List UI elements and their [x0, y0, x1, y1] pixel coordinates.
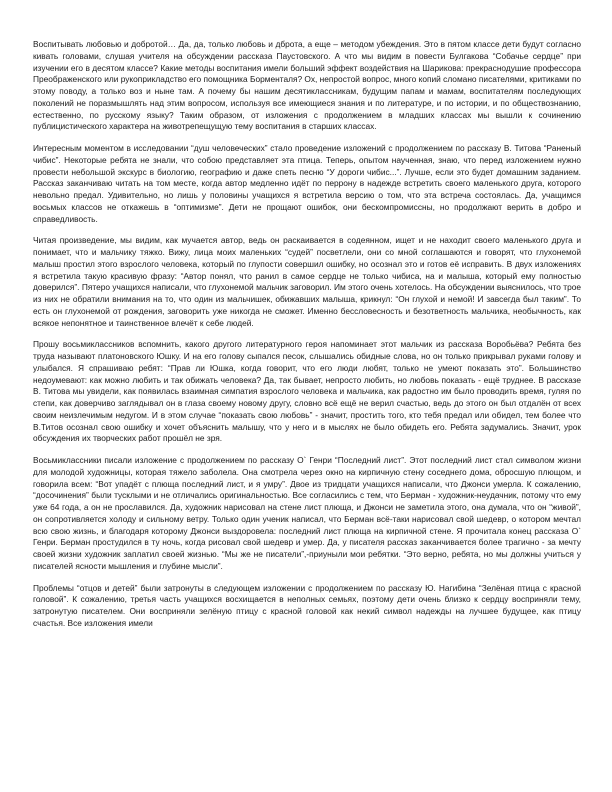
paragraph-6: Проблемы “отцов и детей” были затронуты в следующем изложении с продолжением по рассказу Ю. Нагибина “Зелёная птица с красной головой”. К сожалению, третья часть учащихся восхищается в неполных семьях, поэтому дети очень близко к сердцу восприняли тему, затронутую писателем. Они восприняли зелёную птицу с красной головой как некий символ надежды на лучшее будущее, как птицу счастья. Все изложения имели	[33, 582, 581, 628]
paragraph-2: Интересным моментом в исследовании “душ человеческих” стало проведение изложений с продолжением по рассказу В. Титова “Раненый чибис”. Некоторые ребята не знали, что собою представляет эта птица. Теперь, опытом наученная, знаю, что перед изложением нужно провести небольшой экскурс в биологию, географию и даже спеть песню “У дороги чибис...”. Лучше, если это будет домашним заданием. Рассказ заканчиваю читать на том месте, когда автор медленно идёт по перрону в надежде встретить своего маленького друга, которого невольно предал. Удивительно, но лишь у половины учащихся я встретила версию о том, что эта встреча состоялась. Да, учащимся восьмых классов не откажешь в “оптимизме”. Дети не прощают ошибок, они бескомпромиссны, но продолжают верить в добро и справедливость.	[33, 143, 581, 224]
document-page	[33, 39, 581, 640]
paragraph-3: Читая произведение, мы видим, как мучается автор, ведь он раскаивается в содеянном, ищет и не находит своего маленького друга и понимает, что и мальчику тяжко. Вижу, лица моих маленьких “судей” посветлели, они со мной соглашаются и говорят, что глухонемой малыш простил этого взрослого человека, который по глупости совершил ошибку, но осознал это и готов её исправить. В двух изложениях я встретила такую красивую фразу: “Автор понял, что ранил в самое сердце не только чибиса, на и малыша, который ему полностью доверился”. Пятеро учащихся написали, что глухонемой мальчик заговорил. Им этого очень хотелось. На обсуждении выяснилось, что трое из них не обратили внимания на то, что один из мальчишек, обижавших малыша, крикнул: “Он глухой и немой! И завсегда был таким”. То есть он глухонемой от рождения, заговорить уже никогда не сможет. Именно бессловесность и безответность мальчика, необычность, как всякое непонятное и таинственное влечёт к себе людей.	[33, 235, 581, 328]
paragraph-5: Восьмиклассники писали изложение с продолжением по рассказу О` Генри “Последний лист”. Этот последний лист стал символом жизни для молодой художницы, которая тяжело заболела. Она смотрела через окно на кирпичную стену соседнего дома, обросшую плющом, и говорила всем: “Вот упадёт с плюща последний лист, и я умру”. Двое из тридцати учащихся написали, что Джонси умерла. К сожалению, “досочинения” были тусклыми и не отличались оригинальностью. Все согласились с тем, что Берман - художник-неудачник, потому что ему уже 64 года, а он не прославился. Да, художник нарисовал на стене лист плюща, и Джонси не заметила этого, она думала, что он “живой”, он сопротивляется холоду и сильному ветру. Только один ученик написал, что Берман всё-таки нарисовал свой шедевр, о котором мечтал всю свою жизнь, и благодаря которому Джонси выздоровела: последний лист плюща на кирпичной стене. Я прочитала конец рассказа О` Генри. Берман простудился в ту ночь, когда рисовал свой шедевр и умер. Да, у писателя рассказ заканчивается более трагично - за мечту своей жизни художник заплатил своей жизнью. “Мы же не писатели”,-приуныли мои ребятки. “Это верно, ребята, но мы должны учиться у писателей ясности мышления и глубине мысли”.	[33, 455, 581, 571]
paragraph-1: Воспитывать любовью и добротой… Да, да, только любовь и дброта, а еще – методом убеждения. Это в пятом классе дети будут согласно кивать головами, слушая учителя на обсуждении рассказа Паустовского. А что мы видим в повести Булгакова “Собачье сердце” при изучении его в десятом классе? Какие методы воспитания имели больший эффект воздействия на Шарикова: прекраснодушие профессора Преображенского или рукоприкладство его помощника Борменталя? Ох, непростой вопрос, много копий сломано писателями, критиками по этому поводу, а только воз и ныне там. А почему бы нашим десятиклассникам, будущим папам и мамам, воспитателям последующих поколений не поразмышлять над этим вопросом, используя все имеющиеся знания и по литературе, и по истории, и по обществознанию, естественно, по русскому языку? Таким образом, от изложения с продолжением в младших классах мы вышли к сочинению публицистического характера на животрепещущую тему воспитания в старших классах.	[33, 39, 581, 132]
paragraph-4: Прошу восьмиклассников вспомнить, какого другого литературного героя напоминает этот мальчик из рассказа Воробьёва? Ребята без труда называют платоновского Юшку. И на его голову сыпался песок, слышались обидные слова, но он только прикрывал руками голову и улыбался. Я спрашиваю ребят: “Прав ли Юшка, когда говорит, что его люди любят, только не умеют показать это”. Большинство недоумевают: как можно любить и так обижать человека? Да, так бывает, непросто любить, но любовь показать - ещё труднее. В рассказе В. Титова мы увидели, как появилась взаимная симпатия взрослого человека и мальчика, как радостно им было проводить время, гуляя по степи, как доверчиво заглядывал он в глаза своему новому другу, словно всё ещё не верил счастью, ведь до этого он был отдалён от всех своим неизлечимым недугом. И в этом случае “показать свою любовь” - значит, простить того, кто тебя предал или обидел, тем более что В.Титов осознал свою ошибку и хочет объяснить малышу, что у него и в мыслях не было обидеть его. Ребята задумались. Значит, урок обсуждения их творческих работ прошёл не зря.	[33, 339, 581, 444]
